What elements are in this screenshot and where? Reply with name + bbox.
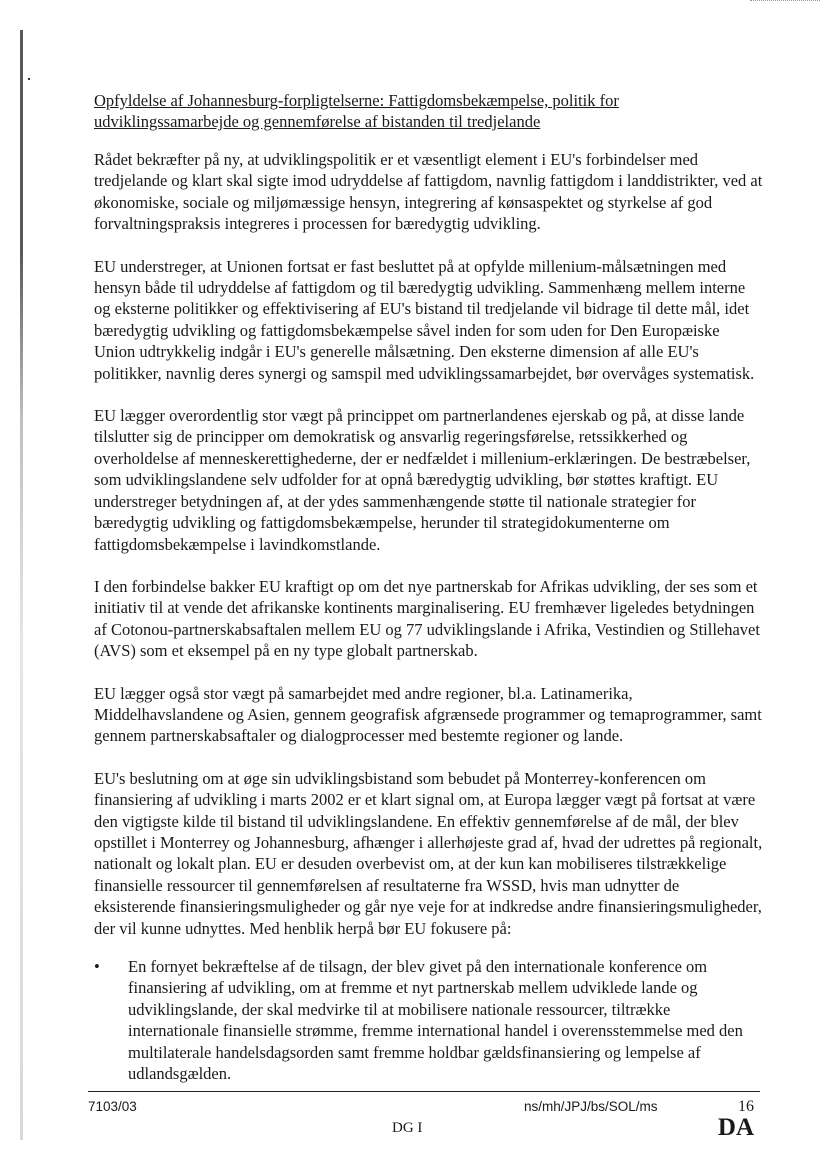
paragraph-2: EU understreger, at Unionen fortsat er fast besluttet på at opfylde millenium-målsætningen med hensyn både til udryddelse af fattigdom og til bæredygtig udvikling. Sammenhæng mellem interne og eksterne politikker og effektivisering af EU's bistand til tredjelande vil bidrage til dette mål, idet bæredygtig udvikling og fattigdomsbekæmpelse såvel inden for som uden for Den Europæiske Union udtrykkelig indgår i EU's generelle målsætning. Den eksterne dimension af alle EU's politikker, navnlig deres synergi og samspil med udviklingssamarbejdet, bør overvåges systematisk.: [94, 256, 755, 383]
section-heading: Opfyldelse af Johannesburg-forpligtelserne: Fattigdomsbekæmpelse, politik for udviklingssamarbejde og gennemførelse af bistanden til tredjelande: [94, 91, 619, 131]
footer-language: DA: [717, 1114, 754, 1141]
paragraph-6: EU's beslutning om at øge sin udviklingsbistand som bebudet på Monterrey-konferencen om finansiering af udvikling i marts 2002 er et klart signal om, at Europa lægger vægt på fortsat at være den vigtigste kilde til bistand til udviklingslandene. En effektiv gennemførelse af de mål, der blev opstillet i Monterrey og Johannesburg, afhænger i allerhøjeste grad af, hvad der udrettes på regionalt, nationalt og lokalt plan. EU er desuden overbevist om, at der kun kan mobiliseres tilstrækkelige finansielle ressourcer til gennemførelsen af resultaterne fra WSSD, hvis man udnytter de eksisterende finansieringsmuligheder og går nye veje for at indkredse andre finansieringsmuligheder, der vil kunne udnyttes. Med henblik herpå bør EU fokusere på:: [94, 768, 763, 938]
bullet-icon: •: [94, 957, 100, 976]
paragraph-5: EU lægger også stor vægt på samarbejdet med andre regioner, bl.a. Latinamerika, Middelhavslandene og Asien, gennem geografisk afgrænsede programmer og temaprogrammer, samt gennem partnerskabsaftaler og dialogprocesser med bestemte regioner og lande.: [94, 683, 762, 746]
footer-doc-number: 7103/03: [88, 1099, 137, 1114]
paragraph-1: Rådet bekræfter på ny, at udviklingspolitik er et væsentligt element i EU's forbindelser med tredjelande og klart skal sigte imod udryddelse af fattigdom, navnlig fattigdom i landdistrikter, ved at økonomiske, sociale og miljømæssige hensyn, integrering af kønsaspektet og styrkelse af god forvaltningspraksis integreres i processen for bæredygtig udvikling.: [94, 150, 763, 234]
bullet-text: En fornyet bekræftelse af de tilsagn, der blev givet på den internationale konference om finansiering af udvikling, om at fremme et nyt partnerskab mellem udviklede lande og udviklingslande, der skal medvirke til at mobilisere nationale ressourcer, tiltrække internationale finansielle strømme, fremme international handel i overensstemmelse med den multilaterale handelsdagsorden samt fremme holdbar gældsfinansiering og lempelse af udlandsgælden.: [128, 957, 743, 1084]
scan-edge-mark: [20, 30, 23, 1140]
footer-ref-code: ns/mh/JPJ/bs/SOL/ms: [524, 1099, 658, 1114]
scan-speck: [28, 78, 30, 80]
footer-page-number: 16: [738, 1098, 754, 1115]
footer-department: DG I: [392, 1120, 423, 1136]
bullet-item: [94, 956, 764, 1084]
document-body: [94, 90, 764, 1084]
scan-corner-mark: [750, 0, 820, 5]
paragraph-4: I den forbindelse bakker EU kraftigt op om det nye partnerskab for Afrikas udvikling, der ses som et initiativ til at vende det afrikanske kontinents marginalisering. EU fremhæver ligeledes betydningen af Cotonou-partnerskabsaftalen mellem EU og 77 udviklingslande i Afrika, Vestindien og Stillehavet (AVS) som et eksempel på en ny type globalt partnerskab.: [94, 576, 760, 661]
paragraph-3: EU lægger overordentlig stor vægt på princippet om partnerlandenes ejerskab og på, at disse lande tilslutter sig de principper om demokratisk og ansvarlig regeringsførelse, retssikkerhed og overholdelse af menneskerettighederne, der er nedfældet i millenium-erklæringen. De bestræbelser, som udviklingslandene selv udfolder for at opnå bæredygtig udvikling, bør støttes kraftigt. EU understreger betydningen af, at der ydes sammenhængende støtte til nationale strategier for bæredygtig udvikling og fattigdomsbekæmpelse, herunder til strategidokumenterne om fattigdomsbekæmpelse i lavindkomstlande.: [94, 406, 751, 554]
page-footer: [88, 1091, 760, 1152]
